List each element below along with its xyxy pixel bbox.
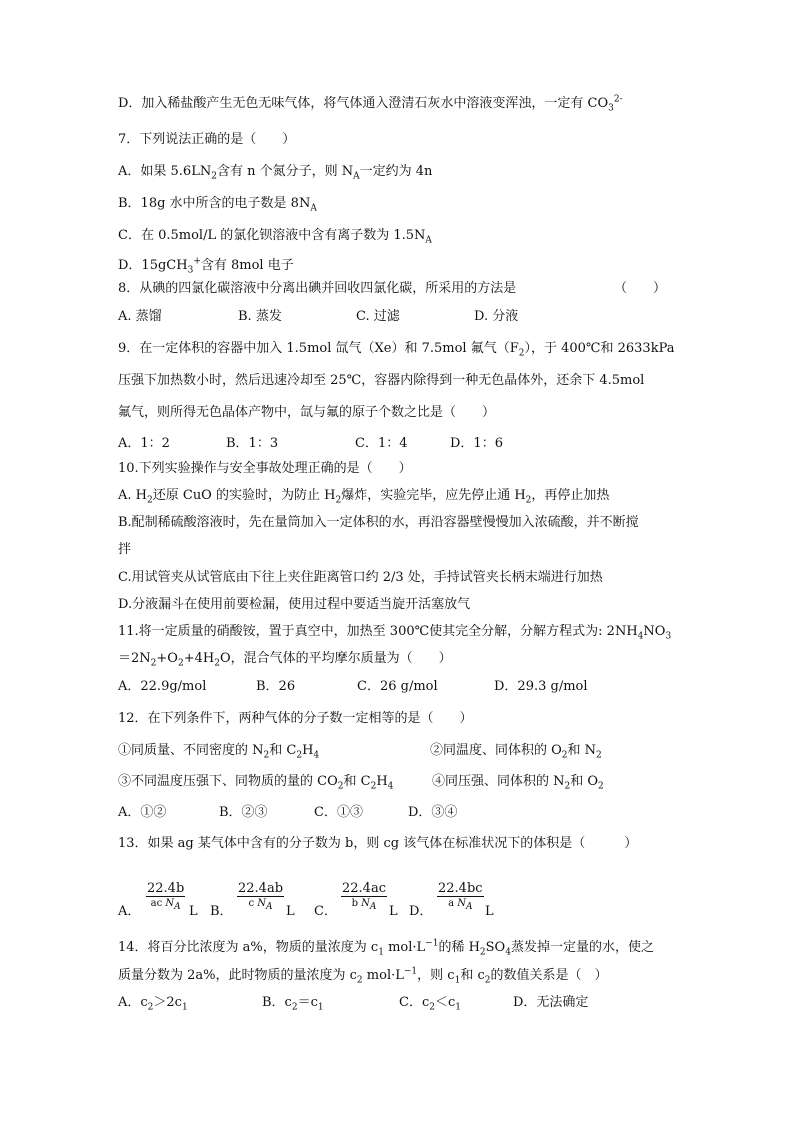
q14-line-1: 14．将百分比浓度为 a%，物质的量浓度为 $c_1$ $mol\cdot L^{-1}$的稀 $H_2SO_4$蒸发掉一定量的水，使之: [118, 938, 654, 958]
q9-option-b: B．1：3: [226, 436, 279, 451]
q13-option-b-fraction: [237, 881, 284, 910]
q13-option-b-unit: L: [286, 904, 295, 919]
q12-item-2: ②同温度、同体积的 $O_2$和 $N_2$: [430, 743, 602, 761]
q11-line-2: $=2N_2+O_2+4H_2O$，混合气体的平均摩尔质量为（ ）: [118, 651, 452, 669]
q12-option-d: D．③④: [408, 805, 458, 820]
q8-option-b: B. 蒸发: [238, 309, 282, 324]
q9-line-2: 压强下加热数小时，然后迅速冷却至 25℃，容器内除得到一种无色晶体外，还余下 4.5mol: [118, 373, 645, 388]
q13-option-c-numerator: 22.4ac: [342, 881, 386, 896]
q13-option-d-denominator: a $N_A$: [448, 898, 473, 912]
q13-option-c-unit: L: [389, 904, 398, 919]
q13-option-a-unit: L: [189, 904, 198, 919]
q14-line-2: 质量分数为 2a%，此时物质的量浓度为 $c_2$ $mol\cdot L^{-1}$，则 $c_1$和 $c_2$的数值关系是（ ）: [118, 966, 608, 986]
q13-option-a-denominator: ac $N_A$: [150, 898, 181, 912]
q9-option-a: A．1：2: [118, 436, 170, 451]
q14-option-c: C．$c_2<c_1$: [399, 995, 461, 1013]
q13-option-a-fraction: [146, 881, 185, 910]
q13-option-d-numerator: 22.4bc: [438, 881, 483, 896]
q7-option-d: D．15gCH$_3$+含有 8mol 电子: [118, 256, 294, 276]
q10-stem: 10.下列实验操作与安全事故处理正确的是（ ）: [118, 461, 412, 476]
q12-option-a: A．①②: [118, 805, 167, 820]
q13-option-d-letter: D．: [409, 904, 433, 919]
q12-item-3: ③不同温度压强下、同物质的量的 $CO_2$和 $C_2H_4$: [118, 774, 394, 792]
q13-option-d-unit: L: [485, 904, 494, 919]
q10-option-c: C.用试管夹从试管底由下往上夹住距离管口约 2/3 处，手持试管夹长柄末端进行加热: [118, 570, 603, 585]
q13-stem: 13．如果 ag 某气体中含有的分子数为 b，则 cg 该气体在标准状况下的体积是（ ）: [118, 836, 638, 851]
q12-stem: 12．在下列条件下，两种气体的分子数一定相等的是（ ）: [118, 711, 473, 726]
q13-option-c-denominator: b $N_A$: [351, 898, 377, 912]
q14-option-b: B．$c_2=c_1$: [262, 995, 324, 1013]
q7-option-a: A．如果 $5.6LN_2$含有 n 个氮分子，则 $N_A$一定约为 4n: [118, 164, 433, 182]
q8-answer-paren: （ ）: [614, 281, 667, 296]
q13-option-d-fraction: [437, 881, 484, 910]
q7-stem: 7．下列说法正确的是（ ）: [118, 132, 296, 147]
q7-option-c: C．在 0.5mol/L 的氯化钡溶液中含有离子数为 $1.5N_A$: [118, 228, 432, 246]
q13-option-b-denominator: c $N_A$: [248, 898, 273, 912]
q11-option-a: A．22.9g/mol: [118, 679, 207, 694]
q12-option-c: C．①③: [314, 805, 363, 820]
q12-item-4: ④同压强、同体积的 $N_2$和 $O_2$: [432, 774, 604, 792]
q9-line-1: 9．在一定体积的容器中加入 1.5mol 氙气（Xe）和 7.5mol 氟气$(F_2)$，于 400℃和 2633kPa: [118, 341, 675, 359]
q11-option-d: D．29.3 g/mol: [494, 679, 588, 694]
q13-option-b-numerator: 22.4ab: [238, 881, 284, 896]
q14-option-d: D．无法确定: [513, 995, 589, 1010]
q13-option-c-fraction: [341, 881, 387, 910]
q10-option-b-line-1: B.配制稀硫酸溶液时，先在量筒加入一定体积的水，再沿容器壁慢慢加入浓硫酸，并不断搅: [118, 515, 639, 530]
q12-item-1: ①同质量、不同密度的 $N_2$和 $C_2H_4$: [118, 743, 320, 761]
q10-option-a: A. $H_2$还原 CuO 的实验时，为防止 $H_2$爆炸，实验完毕，应先停止通 $H_2$，再停止加热: [118, 488, 610, 506]
q10-option-b-line-2: 拌: [118, 542, 132, 557]
q8-option-a: A. 蒸馏: [118, 309, 162, 324]
q9-option-d: D．1：6: [450, 436, 503, 451]
q9-option-c: C．1：4: [355, 436, 408, 451]
q8-option-d: D. 分液: [474, 309, 519, 324]
q8-stem: 8．从碘的四氯化碳溶液中分离出碘并回收四氯化碳，所采用的方法是: [118, 281, 517, 296]
q12-option-b: B．②③: [219, 805, 268, 820]
q6-option-d: D．加入稀盐酸产生无色无味气体，将气体通入澄清石灰水中溶液变浑浊，一定有 $CO_3^{2-}$: [118, 94, 623, 114]
q13-option-a-letter: A．: [118, 904, 141, 919]
q14-option-a: A．$c_2>2c_1$: [118, 995, 188, 1013]
q11-line-1: 11.将一定质量的硝酸铵，置于真空中，加热至 300℃使其完全分解，分解方程式为: $2NH_4NO_3$: [118, 624, 672, 642]
q10-option-d: D.分液漏斗在使用前要检漏，使用过程中要适当旋开活塞放气: [118, 597, 471, 612]
q9-line-3: 氟气，则所得无色晶体产物中，氙与氟的原子个数之比是（ ）: [118, 405, 496, 420]
q11-option-c: C．26 g/mol: [357, 679, 438, 694]
q13-option-c-letter: C．: [314, 904, 337, 919]
q13-option-b-letter: B．: [210, 904, 233, 919]
q8-option-c: C. 过滤: [356, 309, 400, 324]
q7-option-b: B．18g 水中所含的电子数是 $8N_A$: [118, 196, 317, 214]
q11-option-b: B．26: [256, 679, 296, 694]
q13-option-a-numerator: 22.4b: [147, 881, 185, 896]
